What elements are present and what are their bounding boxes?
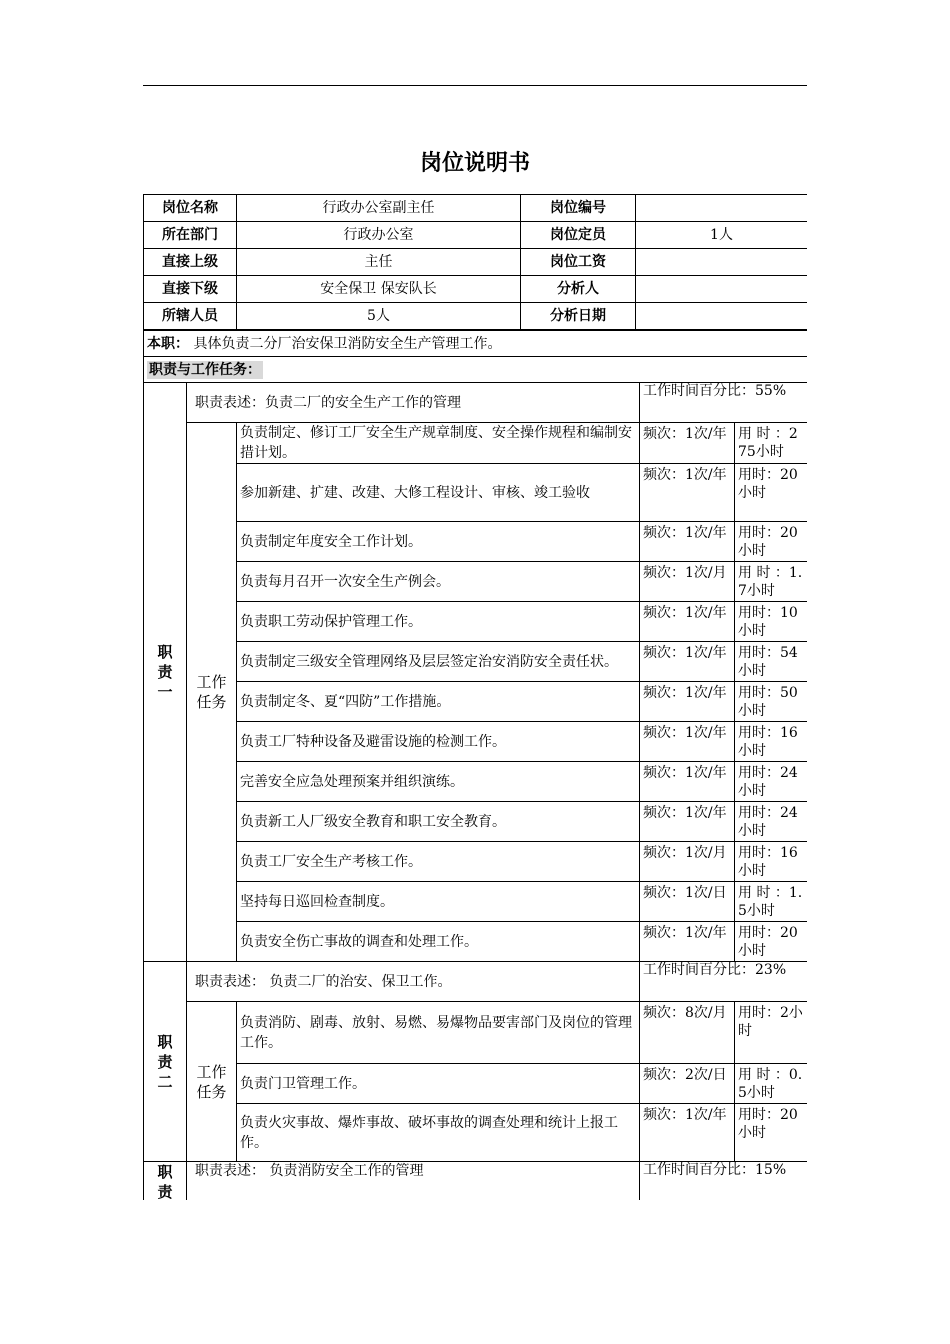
task-frequency: 频次：1次/日 <box>640 882 735 922</box>
task-hours: 用 时 ：1.5小时 <box>735 882 808 922</box>
duty-block-label: 职 责 <box>144 1162 187 1201</box>
subordinate-label: 直接下级 <box>144 276 237 303</box>
subordinate-value: 安全保卫 保安队长 <box>237 276 521 303</box>
staff-value: 5人 <box>237 303 521 330</box>
duty-desc-row <box>144 962 808 1002</box>
department-value: 行政办公室 <box>237 222 521 249</box>
work-time-percent: 工作时间百分比：23% <box>640 962 808 1002</box>
task-text: 负责制定、修订工厂安全生产规章制度、安全操作规程和编制安措计划。 <box>237 423 640 464</box>
task-frequency: 频次：1次/年 <box>640 722 735 762</box>
position-no-value <box>636 195 808 222</box>
task-frequency: 频次：1次/年 <box>640 682 735 722</box>
task-text: 负责门卫管理工作。 <box>237 1064 640 1104</box>
salary-label: 岗位工资 <box>521 249 636 276</box>
duty-text: 具体负责二分厂治安保卫消防安全生产管理工作。 <box>193 335 502 352</box>
section-row <box>144 357 808 383</box>
task-hours: 用 时 ：275小时 <box>735 423 808 464</box>
task-text: 坚持每日巡回检查制度。 <box>237 882 640 922</box>
superior-value: 主任 <box>237 249 521 276</box>
task-row <box>144 423 808 464</box>
task-hours: 用时：24小时 <box>735 762 808 802</box>
task-hours: 用时：50小时 <box>735 682 808 722</box>
department-label: 所在部门 <box>144 222 237 249</box>
task-hours: 用时：16小时 <box>735 842 808 882</box>
task-text: 完善安全应急处理预案并组织演练。 <box>237 762 640 802</box>
task-row <box>144 562 808 602</box>
task-row <box>144 464 808 522</box>
task-row <box>144 642 808 682</box>
duty-cell <box>144 331 808 357</box>
task-frequency: 频次：1次/年 <box>640 423 735 464</box>
task-frequency: 频次：1次/年 <box>640 762 735 802</box>
info-row <box>144 303 808 330</box>
task-row <box>144 722 808 762</box>
task-hours: 用时：20小时 <box>735 922 808 962</box>
basic-info-table <box>143 194 807 330</box>
duty-description: 职责表述： 负责消防安全工作的管理 <box>187 1162 640 1201</box>
duty-desc-row <box>144 1162 808 1201</box>
task-frequency: 频次：1次/年 <box>640 802 735 842</box>
task-hours: 用时：54小时 <box>735 642 808 682</box>
header-rule <box>143 85 807 86</box>
duty-label: 本职： <box>147 335 189 352</box>
task-row <box>144 522 808 562</box>
task-hours: 用时：16小时 <box>735 722 808 762</box>
task-frequency: 频次：1次/年 <box>640 1104 735 1162</box>
task-frequency: 频次：1次/年 <box>640 922 735 962</box>
info-row <box>144 222 808 249</box>
duty-block-label: 职 责 一 <box>144 383 187 962</box>
task-text: 负责工厂安全生产考核工作。 <box>237 842 640 882</box>
task-text: 负责工厂特种设备及避雷设施的检测工作。 <box>237 722 640 762</box>
task-frequency: 频次：1次/月 <box>640 562 735 602</box>
work-task-label: 工作 任务 <box>187 423 237 962</box>
duty-row <box>144 331 808 357</box>
task-row <box>144 1104 808 1162</box>
headcount-value: 1人 <box>636 222 808 249</box>
task-hours: 用 时 ：1.7小时 <box>735 562 808 602</box>
task-hours: 用时：20小时 <box>735 522 808 562</box>
info-row <box>144 276 808 303</box>
task-text: 负责安全伤亡事故的调查和处理工作。 <box>237 922 640 962</box>
task-frequency: 频次：1次/年 <box>640 522 735 562</box>
task-row <box>144 762 808 802</box>
analysis-date-value <box>636 303 808 330</box>
task-hours: 用时：2小时 <box>735 1002 808 1064</box>
info-row <box>144 249 808 276</box>
duties-table <box>143 330 807 1200</box>
position-name-value: 行政办公室副主任 <box>237 195 521 222</box>
task-text: 负责火灾事故、爆炸事故、破坏事故的调查处理和统计上报工作。 <box>237 1104 640 1162</box>
superior-label: 直接上级 <box>144 249 237 276</box>
task-row <box>144 922 808 962</box>
work-task-label: 工作 任务 <box>187 1002 237 1162</box>
job-description-form <box>143 194 807 1200</box>
position-name-label: 岗位名称 <box>144 195 237 222</box>
task-text: 负责每月召开一次安全生产例会。 <box>237 562 640 602</box>
info-row <box>144 195 808 222</box>
task-text: 负责消防、剧毒、放射、易燃、易爆物品要害部门及岗位的管理工作。 <box>237 1002 640 1064</box>
task-row <box>144 602 808 642</box>
task-frequency: 频次：1次/年 <box>640 642 735 682</box>
section-title: 职责与工作任务： <box>149 361 261 378</box>
task-row <box>144 1064 808 1104</box>
task-text: 负责制定冬、夏“四防”工作措施。 <box>237 682 640 722</box>
task-frequency: 频次：1次/年 <box>640 602 735 642</box>
duty-description: 职责表述： 负责二厂的治安、保卫工作。 <box>187 962 640 1002</box>
headcount-label: 岗位定员 <box>521 222 636 249</box>
duty-desc-row <box>144 383 808 423</box>
salary-value <box>636 249 808 276</box>
duty-block-label: 职 责 二 <box>144 962 187 1162</box>
task-hours: 用时：20小时 <box>735 1104 808 1162</box>
task-row <box>144 1002 808 1064</box>
task-text: 负责职工劳动保护管理工作。 <box>237 602 640 642</box>
task-text: 负责制定三级安全管理网络及层层签定治安消防安全责任状。 <box>237 642 640 682</box>
task-row <box>144 882 808 922</box>
task-hours: 用时：24小时 <box>735 802 808 842</box>
task-row <box>144 842 808 882</box>
work-time-percent: 工作时间百分比：55% <box>640 383 808 423</box>
task-row <box>144 682 808 722</box>
duty-description: 职责表述：负责二厂的安全生产工作的管理 <box>187 383 640 423</box>
staff-label: 所辖人员 <box>144 303 237 330</box>
task-text: 负责新工人厂级安全教育和职工安全教育。 <box>237 802 640 842</box>
task-text: 负责制定年度安全工作计划。 <box>237 522 640 562</box>
task-hours: 用时：10小时 <box>735 602 808 642</box>
position-no-label: 岗位编号 <box>521 195 636 222</box>
analyst-label: 分析人 <box>521 276 636 303</box>
task-frequency: 频次：1次/年 <box>640 464 735 522</box>
task-text: 参加新建、扩建、改建、大修工程设计、审核、竣工验收 <box>237 464 640 522</box>
task-row <box>144 802 808 842</box>
task-frequency: 频次：1次/月 <box>640 842 735 882</box>
page-title: 岗位说明书 <box>419 151 530 176</box>
section-cell <box>144 357 808 383</box>
task-frequency: 频次：8次/月 <box>640 1002 735 1064</box>
task-frequency: 频次：2次/日 <box>640 1064 735 1104</box>
analysis-date-label: 分析日期 <box>521 303 636 330</box>
task-hours: 用 时 ：0.5小时 <box>735 1064 808 1104</box>
task-hours: 用时：20小时 <box>735 464 808 522</box>
work-time-percent: 工作时间百分比：15% <box>640 1162 808 1201</box>
analyst-value <box>636 276 808 303</box>
